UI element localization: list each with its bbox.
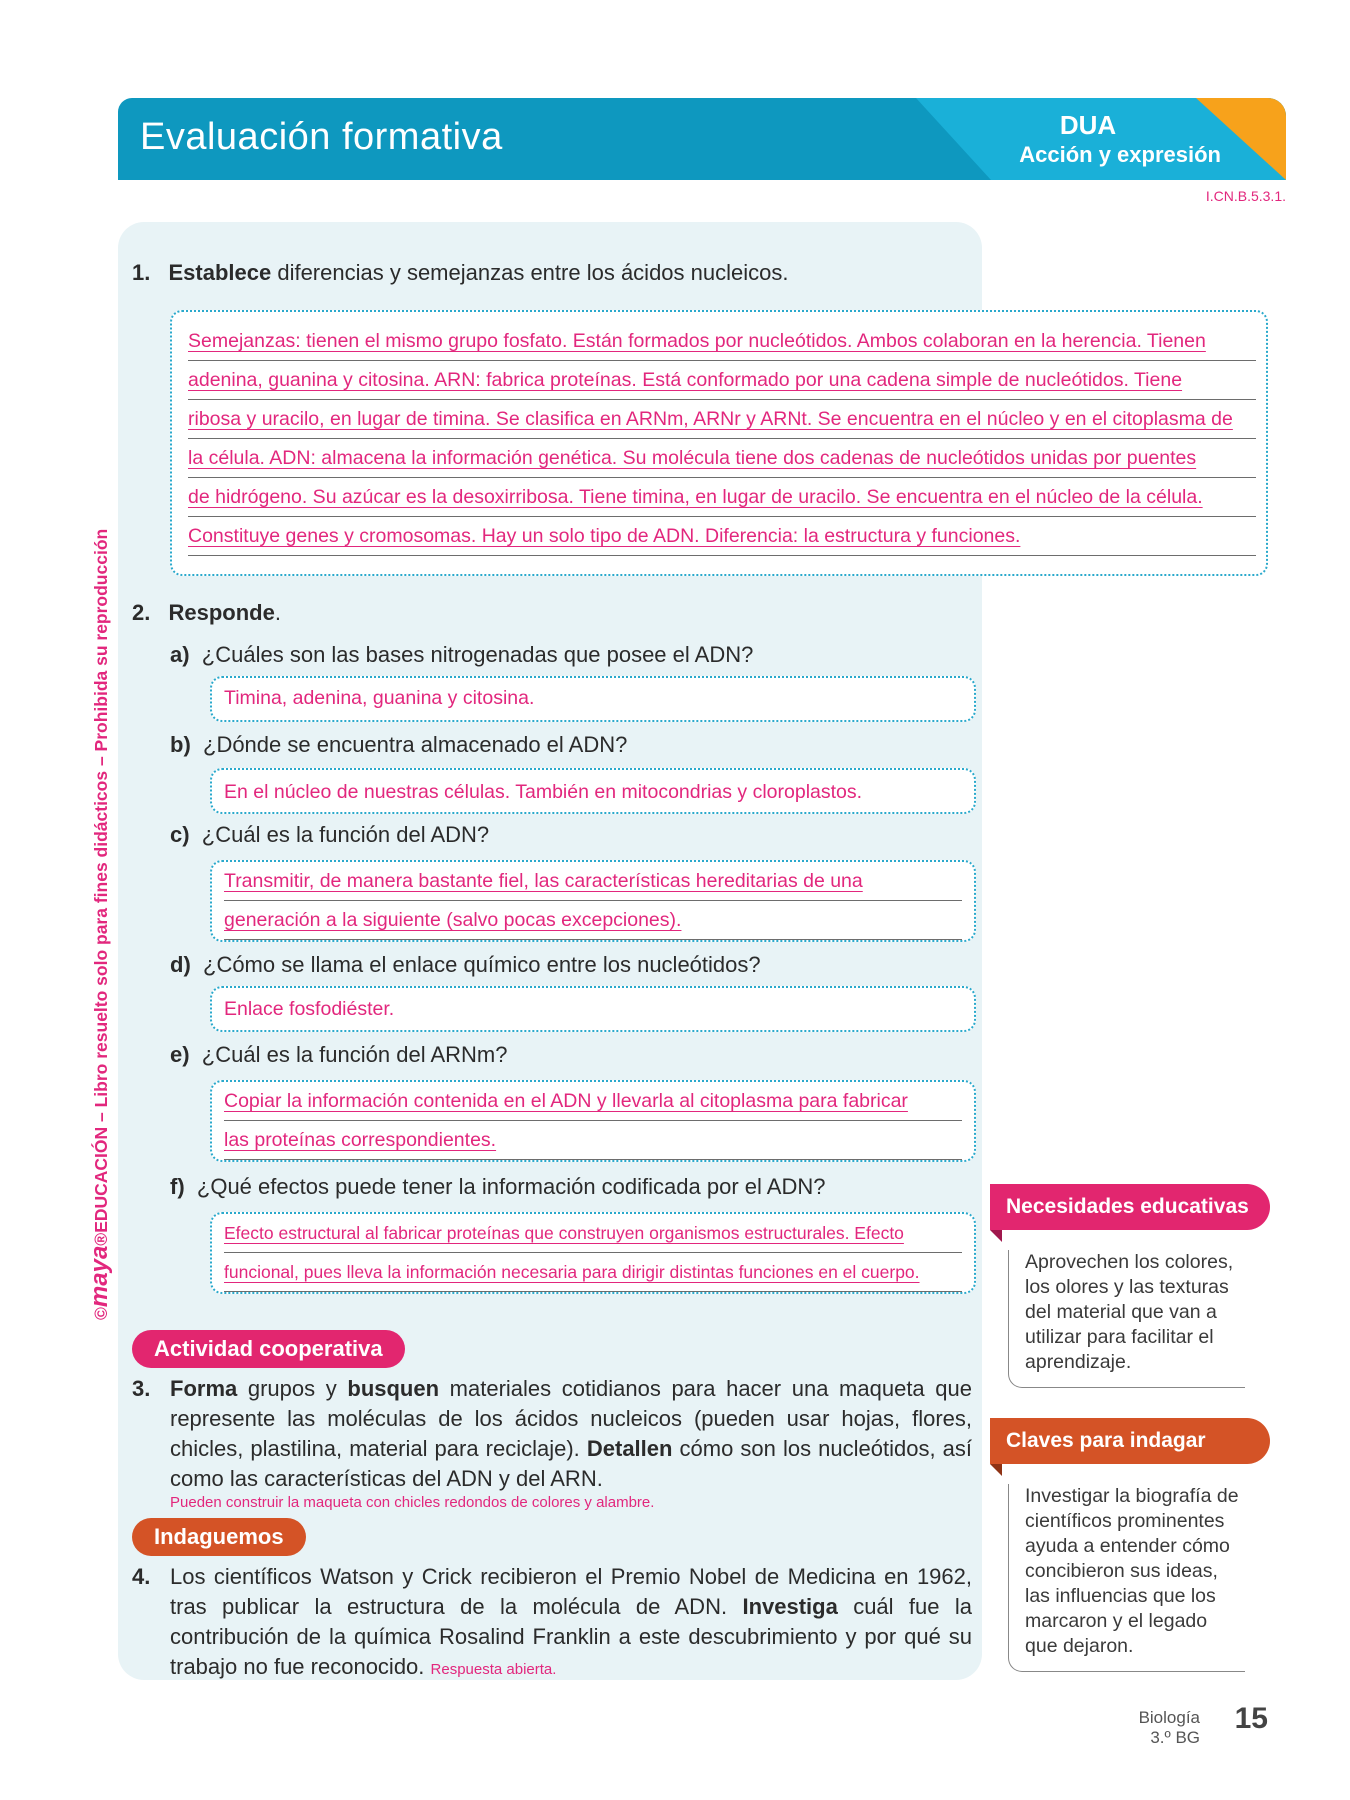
- answer-line: Transmitir, de manera bastante fiel, las características hereditarias de una: [224, 862, 962, 901]
- answer-text: Enlace fosfodiéster.: [224, 998, 395, 1020]
- subquestion-text: ¿Cuál es la función del ARNm?: [201, 1042, 508, 1067]
- necesidades-educativas-box: [990, 1184, 1270, 1388]
- subquestion-b: [170, 730, 627, 760]
- question-verb: Establece: [168, 260, 272, 285]
- answer-line: Constituye genes y cromosomas. Hay un solo tipo de ADN. Diferencia: la estructura y funciones.: [188, 517, 1256, 556]
- answer-line: adenina, guanina y citosina. ARN: fabrica proteínas. Está conformado por una cadena simple de nucleótidos. Tiene: [188, 361, 1256, 400]
- subquestion-f: [170, 1172, 825, 1202]
- text-part: Los científicos Watson y Crick recibieron el Premio Nobel de Medicina en 1962, tras publicar la estructura de la molécula de ADN.: [170, 1564, 972, 1619]
- question-number: 1.: [132, 260, 151, 285]
- verb-detallen: Detallen: [586, 1436, 673, 1461]
- subquestion-d: [170, 950, 761, 980]
- copyright-rest: ®EDUCACIÓN – Libro resuelto solo para fines didácticos – Prohibida su reproducción: [91, 528, 111, 1246]
- answer-q4: Respuesta abierta.: [430, 1661, 557, 1678]
- necesidades-title: Necesidades educativas: [990, 1184, 1270, 1230]
- answer-line: ribosa y uracilo, en lugar de timina. Se clasifica en ARNm, ARNr y ARNt. Se encuentra en el núcleo y en el citoplasma de: [188, 400, 1256, 439]
- subquestion-c: [170, 820, 489, 850]
- answer-line: generación a la siguiente (salvo pocas excepciones).: [224, 901, 962, 940]
- question-number: 2.: [132, 600, 151, 625]
- page-title: Evaluación formativa: [140, 116, 503, 158]
- answer-lines-c: [224, 862, 962, 940]
- answer-box-e[interactable]: [210, 1080, 976, 1162]
- claves-title: Claves para indagar: [990, 1418, 1270, 1464]
- subquestion-e: [170, 1040, 508, 1070]
- answer-box-b[interactable]: [210, 768, 976, 814]
- answer-box-d[interactable]: [210, 986, 976, 1032]
- indaguemos-pill: Indaguemos: [132, 1518, 306, 1556]
- question-number: 3.: [132, 1376, 151, 1401]
- claves-body-frame: [1008, 1484, 1245, 1672]
- text-part: cómo son los nucleótidos, así como las características del ADN y del ARN.: [170, 1436, 972, 1491]
- answer-line: Semejanzas: tienen el mismo grupo fosfato. Están formados por nucleótidos. Ambos colaboran en la herencia. Tienen: [188, 322, 1256, 361]
- footer-book-info: [1139, 1708, 1200, 1748]
- cooperative-activity-pill: Actividad cooperativa: [132, 1330, 405, 1368]
- necesidades-body: Aprovechen los colores, los olores y las texturas del material que van a utilizar para facilitar el aprendizaje.: [1025, 1251, 1234, 1373]
- question-punct: .: [274, 600, 281, 625]
- answer-text: Timina, adenina, guanina y citosina.: [224, 687, 535, 709]
- question-4: [132, 1562, 972, 1685]
- subquestion-text: ¿Dónde se encuentra almacenado el ADN?: [203, 732, 628, 757]
- necesidades-body-frame: [1008, 1250, 1245, 1388]
- footer-grade: 3.º BG: [1150, 1728, 1200, 1747]
- verb-forma: Forma: [170, 1376, 238, 1401]
- subquestion-label: c): [170, 822, 190, 847]
- subquestion-label: f): [170, 1174, 185, 1199]
- question-3: [132, 1374, 972, 1494]
- header-banner: [118, 98, 1286, 180]
- verb-investiga: Investiga: [742, 1594, 838, 1619]
- question-text: diferencias y semejanzas entre los ácidos nucleicos.: [271, 260, 789, 285]
- claves-body: Investigar la biografía de científicos prominentes ayuda a entender cómo concibieron sus ideas, las influencias que los marcaron y el legado que dejaron.: [1025, 1485, 1239, 1657]
- answer-line: Copiar la información contenida en el ADN y llevarla al citoplasma para fabricar: [224, 1082, 962, 1121]
- question-1: [132, 258, 788, 288]
- ribbon-fold: [990, 1230, 1002, 1242]
- answer-line: Efecto estructural al fabricar proteínas que construyen organismos estructurales. Efecto: [224, 1214, 962, 1253]
- subquestion-text: ¿Qué efectos puede tener la información codificada por el ADN?: [196, 1174, 826, 1199]
- answer-box-1[interactable]: [170, 310, 1268, 576]
- dua-subtitle: Acción y expresión: [1019, 142, 1221, 167]
- claves-para-indagar-box: [990, 1418, 1270, 1672]
- indicator-code: I.CN.B.5.3.1.: [1205, 188, 1286, 204]
- subquestion-label: e): [170, 1042, 190, 1067]
- subquestion-text: ¿Cómo se llama el enlace químico entre los nucleótidos?: [203, 952, 761, 977]
- answer-lines-f: [224, 1214, 962, 1292]
- answer-line: las proteínas correspondientes.: [224, 1121, 962, 1160]
- subquestion-a: [170, 640, 753, 670]
- question-number: 4.: [132, 1564, 151, 1589]
- question-verb: Responde: [168, 600, 275, 625]
- page-number: 15: [1234, 1702, 1268, 1735]
- ribbon-fold: [990, 1464, 1002, 1476]
- answer-lines-1: [188, 322, 1256, 556]
- brand-logo-text: maya: [86, 1245, 113, 1308]
- answer-box-c[interactable]: [210, 860, 976, 942]
- subquestion-label: b): [170, 732, 191, 757]
- question-2: [132, 598, 281, 628]
- footer-subject: Biología: [1138, 1708, 1200, 1727]
- copyright-side-text: [86, 529, 114, 1320]
- answer-lines-e: [224, 1082, 962, 1160]
- subquestion-label: a): [170, 642, 190, 667]
- answer-line: de hidrógeno. Su azúcar es la desoxirribosa. Tiene timina, en lugar de uracilo. Se encuentra en el núcleo de la célula.: [188, 478, 1256, 517]
- text-part: materiales cotidianos para hacer una maqueta que represente las moléculas de los ácidos nucleicos (pueden usar hojas, flores, chicles, plastilina, material para reciclaje).: [170, 1376, 972, 1461]
- answer-text: En el núcleo de nuestras células. También en mitocondrias y cloroplastos.: [224, 781, 863, 803]
- answer-q3: Pueden construir la maqueta con chicles redondos de colores y alambre.: [170, 1494, 655, 1511]
- answer-line: la célula. ADN: almacena la información genética. Su molécula tiene dos cadenas de nucleótidos unidas por puentes: [188, 439, 1256, 478]
- question-4-body: [170, 1562, 972, 1685]
- answer-box-a[interactable]: [210, 676, 976, 722]
- subquestion-text: ¿Cuál es la función del ADN?: [201, 822, 490, 847]
- verb-busquen: busquen: [347, 1376, 440, 1401]
- subquestion-text: ¿Cuáles son las bases nitrogenadas que posee el ADN?: [201, 642, 754, 667]
- question-3-body: [170, 1374, 972, 1494]
- text-part: grupos y: [237, 1376, 348, 1401]
- subquestion-label: d): [170, 952, 191, 977]
- answer-line: funcional, pues lleva la información necesaria para dirigir distintas funciones en el cuerpo.: [224, 1253, 962, 1292]
- text-part: cuál fue la contribución de la química Rosalind Franklin a este descubrimiento y por qué su trabajo no fue reconocido.: [170, 1594, 973, 1679]
- answer-box-f[interactable]: [210, 1212, 976, 1294]
- dua-title: DUA: [1059, 110, 1117, 140]
- copyright-symbol: ©: [91, 1307, 111, 1320]
